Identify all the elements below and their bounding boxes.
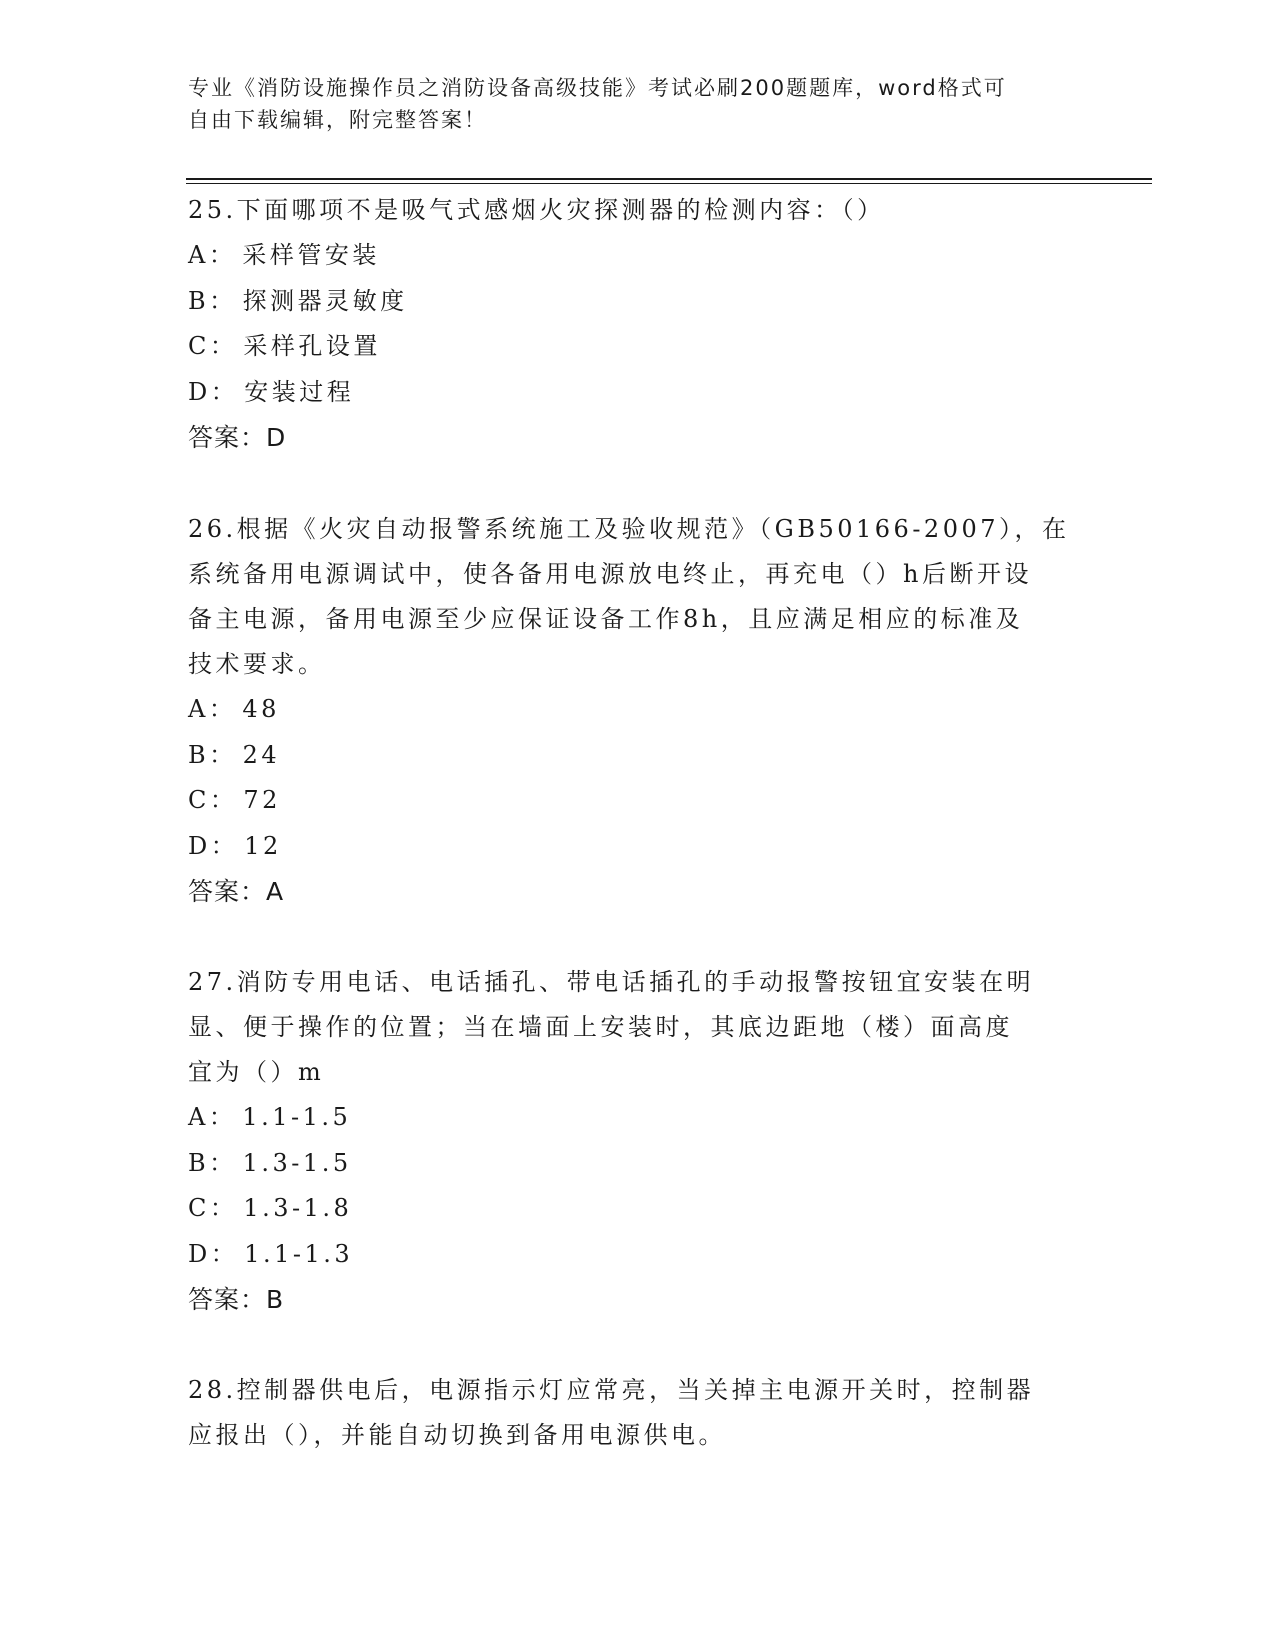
option-text: 72 [243, 786, 281, 814]
header-divider-thin [186, 183, 1152, 184]
option-text: 1.1-1.5 [242, 1103, 352, 1131]
option-label: A： [188, 241, 237, 269]
option-a [188, 687, 1088, 733]
option-text: 安装过程 [244, 377, 355, 406]
option-b [188, 1141, 1088, 1187]
option-text: 1.3-1.8 [243, 1194, 353, 1222]
option-label: D： [188, 1239, 239, 1268]
question-stem-line: 技术要求。 [188, 650, 326, 678]
question-stem-line: 28.控制器供电后，电源指示灯应常亮，当关掉主电源开关时，控制器 [188, 1376, 1035, 1404]
option-text: 1.3-1.5 [242, 1148, 352, 1177]
question-stem-line: 显、便于操作的位置；当在墙面上安装时，其底边距地（楼）面高度 [188, 1013, 1013, 1041]
option-d [188, 370, 1088, 416]
option-label: B： [188, 286, 237, 315]
option-d [188, 1232, 1088, 1278]
option-text: 12 [244, 831, 282, 860]
question-27 [188, 960, 1088, 1322]
option-c [188, 1186, 1088, 1232]
question-25 [188, 188, 1088, 460]
document-header [188, 72, 1068, 136]
option-text: 24 [242, 740, 281, 769]
option-text: 采样孔设置 [243, 332, 381, 360]
answer-line: 答案：B [188, 1285, 285, 1314]
question-26 [188, 507, 1088, 914]
question-28 [188, 1368, 1088, 1458]
header-line-2: 自由下载编辑，附完整答案！ [188, 108, 487, 132]
question-stem-line: 26.根据《火灾自动报警系统施工及验收规范》（GB50166-2007），在 [188, 515, 1070, 543]
header-line-1: 专业《消防设施操作员之消防设备高级技能》考试必刷200题题库，word格式可 [188, 76, 1007, 100]
option-label: A： [188, 695, 237, 723]
option-a [188, 233, 1088, 279]
option-label: D： [188, 377, 239, 406]
option-label: B： [188, 740, 237, 769]
option-text: 48 [242, 695, 280, 723]
option-label: B： [188, 1148, 237, 1177]
option-label: D： [188, 831, 239, 860]
question-stem-line: 25.下面哪项不是吸气式感烟火灾探测器的检测内容：（） [188, 196, 885, 224]
option-text: 采样管安装 [242, 241, 380, 269]
header-divider-thick [186, 178, 1152, 180]
option-b [188, 279, 1088, 325]
option-label: C： [188, 786, 238, 814]
option-label: A： [188, 1103, 237, 1131]
option-label: C： [188, 1194, 238, 1222]
question-stem-line: 应报出（），并能自动切换到备用电源供电。 [188, 1421, 726, 1449]
answer-line: 答案：D [188, 423, 287, 452]
question-stem-line: 27.消防专用电话、电话插孔、带电话插孔的手动报警按钮宜安装在明 [188, 968, 1035, 996]
option-a [188, 1095, 1088, 1141]
option-text: 1.1-1.3 [244, 1239, 354, 1268]
question-stem-line: 备主电源，备用电源至少应保证设备工作8h，且应满足相应的标准及 [188, 605, 1024, 633]
option-b [188, 733, 1088, 779]
option-d [188, 824, 1088, 870]
question-stem-line: 系统备用电源调试中，使各备用电源放电终止，再充电（）h后断开设 [188, 560, 1032, 588]
option-c [188, 324, 1088, 370]
answer-line: 答案：A [188, 877, 285, 906]
option-text: 探测器灵敏度 [242, 286, 408, 315]
question-stem-line: 宜为（）m [188, 1058, 325, 1086]
option-label: C： [188, 332, 238, 360]
option-c [188, 778, 1088, 824]
